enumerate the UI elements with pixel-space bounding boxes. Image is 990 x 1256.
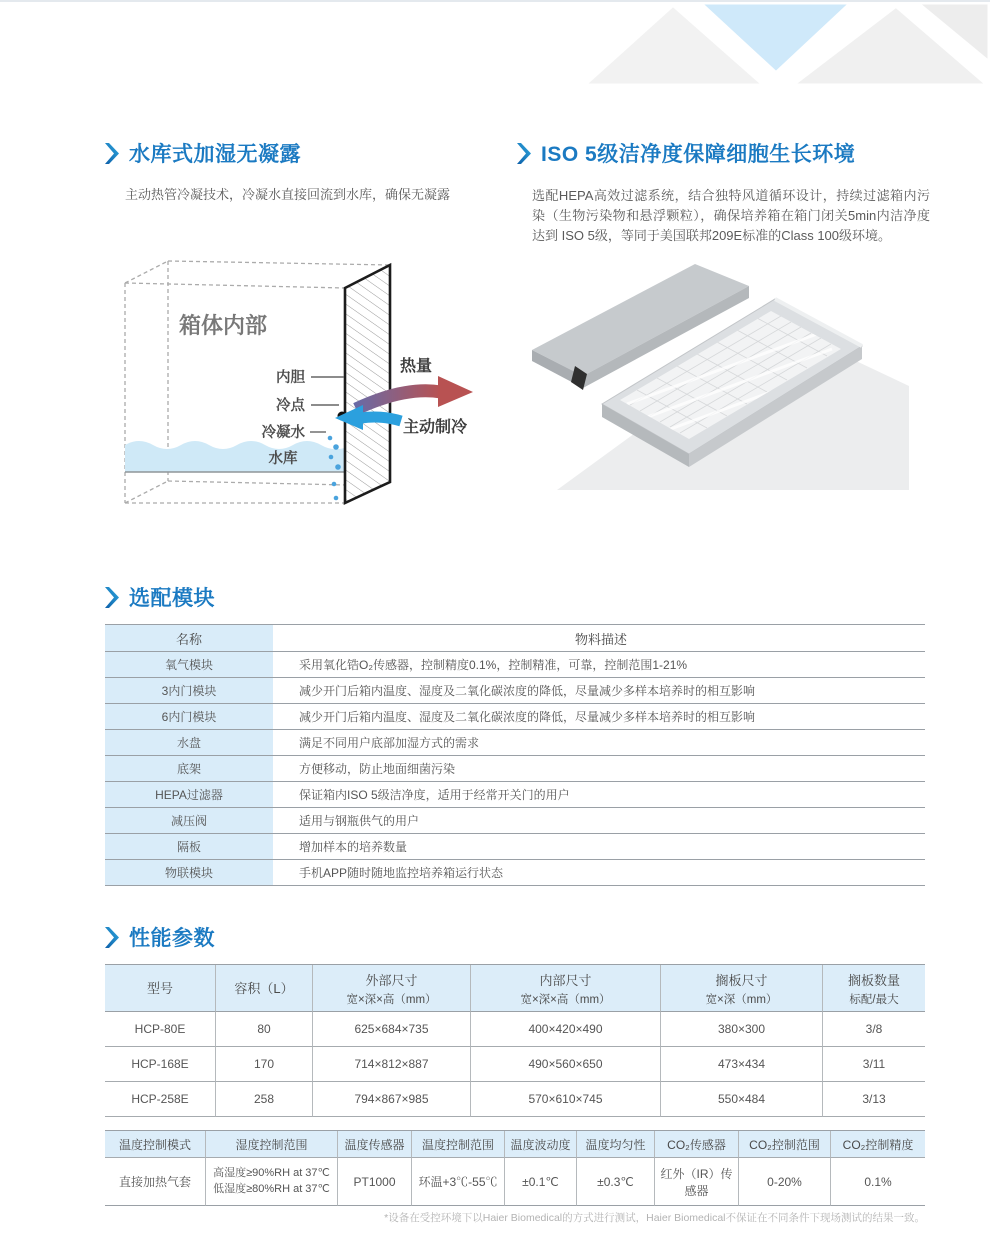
column-header: 温度传感器 xyxy=(337,1131,411,1158)
module-name: 水盘 xyxy=(105,730,273,755)
humidification-heading xyxy=(105,138,505,168)
table-row xyxy=(105,834,925,860)
section-optional-modules xyxy=(105,582,925,886)
control-cell: 直接加热气套 xyxy=(105,1158,205,1206)
table-row xyxy=(105,860,925,886)
module-name: 6内门模块 xyxy=(105,704,273,729)
column-header: 湿度控制范围 xyxy=(205,1131,337,1158)
module-name: 氧气模块 xyxy=(105,652,273,677)
section-iso-cleanliness xyxy=(517,138,930,495)
module-description: 手机APP随时随地监控培养箱运行状态 xyxy=(299,866,504,880)
module-description: 减少开门后箱内温度、湿度及二氧化碳浓度的降低，尽量减少多样本培养时的相互影响 xyxy=(299,710,756,724)
spec-cell: 380×300 xyxy=(660,1012,822,1047)
iso-heading xyxy=(517,138,930,168)
chevron-bullet-icon xyxy=(517,143,531,164)
water-reservoir-shape xyxy=(125,441,349,472)
module-name: 物联模块 xyxy=(105,860,273,885)
spec-cell: 550×484 xyxy=(660,1082,822,1117)
column-header-name: 名称 xyxy=(105,625,273,651)
table-row xyxy=(105,704,925,730)
column-header: 温度控制模式 xyxy=(105,1131,205,1158)
model-cell: HCP-168E xyxy=(105,1047,215,1082)
module-name: 减压阀 xyxy=(105,808,273,833)
module-description: 增加样本的培养数量 xyxy=(299,840,408,854)
modules-heading xyxy=(105,582,925,612)
section-humidification xyxy=(105,138,505,524)
top-triangles-decoration xyxy=(570,2,990,86)
control-cell: 0.1% xyxy=(830,1158,925,1206)
column-header: 搁板数量 标配/最大 xyxy=(822,965,925,1012)
module-name: HEPA过滤器 xyxy=(105,782,273,807)
column-header: CO₂控制范围 xyxy=(738,1131,830,1158)
condensate-label: 冷凝水 xyxy=(261,425,305,441)
module-description: 满足不同用户底部加湿方式的需求 xyxy=(299,736,480,750)
column-header: 型号 xyxy=(105,965,215,1012)
spec-cell: 258 xyxy=(215,1082,312,1117)
column-header: 容积（L） xyxy=(215,965,312,1012)
column-header: 温度均匀性 xyxy=(576,1131,654,1158)
table-row xyxy=(105,678,925,704)
module-name: 3内门模块 xyxy=(105,678,273,703)
table-row xyxy=(105,782,925,808)
spec-cell: 400×420×490 xyxy=(470,1012,660,1047)
chevron-bullet-icon xyxy=(105,143,119,164)
table-header-row xyxy=(105,625,925,652)
table-row xyxy=(105,756,925,782)
spec-cell: 625×684×735 xyxy=(312,1012,470,1047)
iso-title: ISO 5级洁净度保障细胞生长环境 xyxy=(541,143,856,166)
coldspot-label: 冷点 xyxy=(276,398,305,414)
table-row xyxy=(105,730,925,756)
optional-modules-table xyxy=(105,624,925,886)
spec-cell: 490×560×650 xyxy=(470,1047,660,1082)
disclaimer-footnote: *设备在受控环境下以Haier Biomedical的方式进行测试，Haier Biomedical不保证在不同条件下现场测试的结果一致。 xyxy=(384,1212,925,1224)
module-description: 适用与钢瓶供气的用户 xyxy=(299,814,420,828)
table-row xyxy=(105,652,925,678)
spec-cell: 3/8 xyxy=(822,1012,925,1047)
control-cell: 环温+3℃-55℃ xyxy=(411,1158,504,1206)
column-header: CO₂传感器 xyxy=(654,1131,738,1158)
humidity-low: 低湿度≥80%RH at 37℃ xyxy=(213,1182,330,1195)
cabinet-interior-label: 箱体内部 xyxy=(178,313,268,338)
wall-panel xyxy=(345,265,390,503)
chevron-bullet-icon xyxy=(105,587,119,608)
humidity-high: 高湿度≥90%RH at 37℃ xyxy=(213,1166,330,1179)
spec-cell: 3/11 xyxy=(822,1047,925,1082)
module-name: 底架 xyxy=(105,756,273,781)
liner-label: 内胆 xyxy=(276,370,305,386)
column-header: 温度波动度 xyxy=(504,1131,576,1158)
page-title: 水库式加湿无凝露 xyxy=(129,143,301,166)
module-description: 采用氧化锆O₂传感器，控制精度0.1%，控制精准，可靠，控制范围1-21% xyxy=(299,658,688,672)
specs-heading xyxy=(105,922,925,952)
humidification-subtitle: 主动热管冷凝技术，冷凝水直接回流到水库，确保无凝露 xyxy=(125,187,451,202)
hepa-filter-image xyxy=(517,254,909,490)
humidity-range-cell xyxy=(205,1158,337,1206)
spec-cell: 3/13 xyxy=(822,1082,925,1117)
spec-cell: 473×434 xyxy=(660,1047,822,1082)
column-header: 搁板尺寸 宽×深（mm） xyxy=(660,965,822,1012)
model-cell: HCP-80E xyxy=(105,1012,215,1047)
column-header: 外部尺寸 宽×深×高（mm） xyxy=(312,965,470,1012)
active-cooling-label: 主动制冷 xyxy=(403,419,468,436)
section-performance-parameters xyxy=(105,922,925,1117)
condensation-diagram xyxy=(105,253,477,519)
module-name: 隔板 xyxy=(105,834,273,859)
specs-table xyxy=(105,964,925,1117)
heat-label: 热量 xyxy=(400,358,433,375)
reservoir-label: 水库 xyxy=(268,451,298,467)
specs-title: 性能参数 xyxy=(129,927,215,950)
control-cell: 红外（IR）传感器 xyxy=(654,1158,738,1206)
control-cell: ±0.3℃ xyxy=(576,1158,654,1206)
spec-cell: 794×867×985 xyxy=(312,1082,470,1117)
column-header: 内部尺寸 宽×深×高（mm） xyxy=(470,965,660,1012)
table-row xyxy=(105,808,925,834)
iso-paragraph: 选配HEPA高效过滤系统，结合独特风道循环设计，持续过滤箱内污染（生物污染物和悬浮颗粒），确保培养箱在箱门闭关5min内洁净度达到 ISO 5级，等同于美国联邦209E标准的Class 100级环境。 xyxy=(532,188,930,244)
modules-title: 选配模块 xyxy=(129,587,215,610)
spec-cell: 80 xyxy=(215,1012,312,1047)
spec-cell: 714×812×887 xyxy=(312,1047,470,1082)
spec-cell: 170 xyxy=(215,1047,312,1082)
column-header: CO₂控制精度 xyxy=(830,1131,925,1158)
module-description: 保证箱内ISO 5级洁净度，适用于经常开关门的用户 xyxy=(299,788,570,802)
model-cell: HCP-258E xyxy=(105,1082,215,1117)
control-parameters-table xyxy=(105,1130,925,1206)
control-cell: ±0.1℃ xyxy=(504,1158,576,1206)
spec-cell: 570×610×745 xyxy=(470,1082,660,1117)
chevron-bullet-icon xyxy=(105,927,119,948)
module-description: 方便移动，防止地面细菌污染 xyxy=(299,762,456,776)
module-description: 减少开门后箱内温度、湿度及二氧化碳浓度的降低，尽量减少多样本培养时的相互影响 xyxy=(299,684,756,698)
column-header-description: 物料描述 xyxy=(574,631,627,647)
control-cell: PT1000 xyxy=(337,1158,411,1206)
control-cell: 0-20% xyxy=(738,1158,830,1206)
column-header: 温度控制范围 xyxy=(411,1131,504,1158)
